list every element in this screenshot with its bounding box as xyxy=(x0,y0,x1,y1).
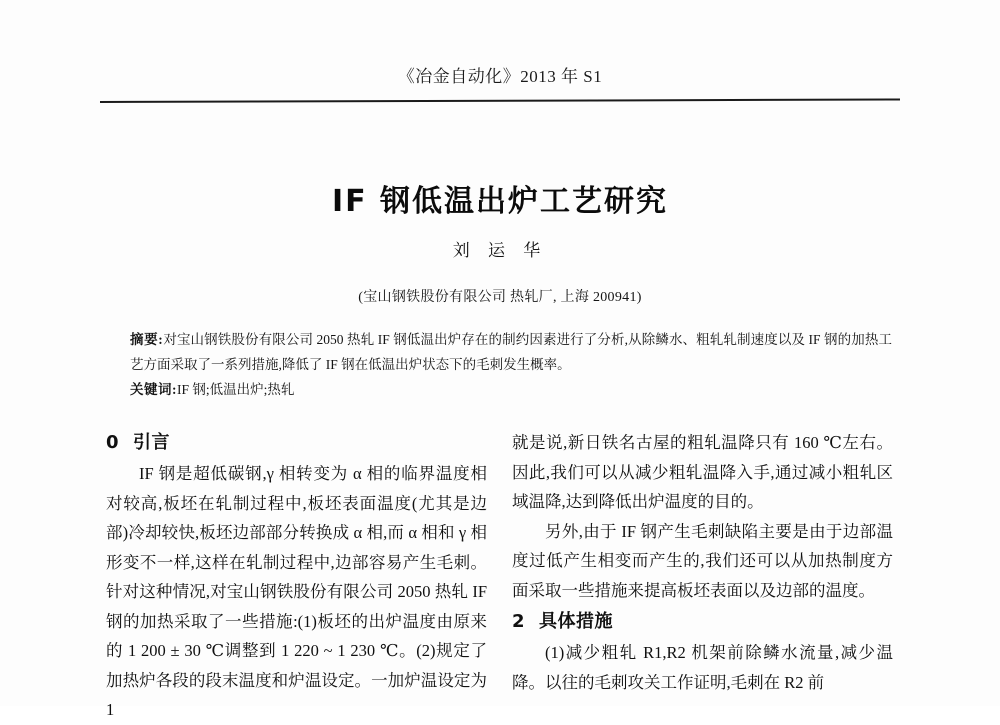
keywords-block xyxy=(130,377,892,402)
body-column-right xyxy=(512,428,893,697)
page-title: IF 钢低温出炉工艺研究 xyxy=(331,184,669,219)
paragraph: IF 钢是超低碳钢,γ 相转变为 α 相的临界温度相对较高,板坯在轧制过程中,板坯表面温度(尤其是边部)冷却较快,板坯边部部分转换成 α 相,而 α 相和 γ 相形变不一样,这样在轧制过程中,边部容易产生毛刺。针对这种情况,对宝山钢铁股份有限公司 2050 热轧 IF 钢的加热采取了一些措施:(1)板坯的出炉温度由原来的 1 200 ± 30 ℃调整到 1 220 ~ 1 230 ℃。(2)规定了加热炉各段的段末温度和炉温设定。一加炉温设定为 1 xyxy=(106,464,487,719)
abstract-label: 摘要: xyxy=(130,332,164,347)
keywords-text: IF 钢;低温出炉;热轧 xyxy=(177,382,295,397)
paragraph: 就是说,新日铁名古屋的粗轧温降只有 160 ℃左右。因此,我们可以从减少粗轧温降入手,通过减小粗轧区域温降,达到降低出炉温度的目的。 xyxy=(512,433,893,511)
abstract-text: 对宝山钢铁股份有限公司 2050 热轧 IF 钢低温出炉存在的制约因素进行了分析,从除鳞水、粗轧轧制速度以及 IF 钢的加热工艺方面采取了一系列措施,降低了 IF 钢在低温出炉状态下的毛刺发生概率。 xyxy=(130,332,892,372)
paragraph: (1)减少粗轧 R1,R2 机架前除鳞水流量,减少温降。以往的毛刺攻关工作证明,毛刺在 R2 前 xyxy=(512,643,893,692)
abstract-block xyxy=(130,327,892,377)
section-number: 0 xyxy=(106,432,120,453)
header-rule xyxy=(100,98,900,103)
body-column-left xyxy=(106,428,487,725)
paragraph: 另外,由于 IF 钢产生毛刺缺陷主要是由于边部温度过低产生相变而产生的,我们还可以从加热制度方面采取一些措施来提高板坯表面以及边部的温度。 xyxy=(512,521,893,600)
keywords-label: 关键词: xyxy=(130,382,177,397)
section-number: 2 xyxy=(512,611,526,632)
section-heading-introduction xyxy=(106,428,487,458)
section-title: 具体措施 xyxy=(539,611,614,632)
section-title: 引言 xyxy=(133,432,171,453)
author-name: 刘 运 华 xyxy=(452,241,548,260)
author-affiliation: (宝山钢铁股份有限公司 热轧厂, 上海 200941) xyxy=(358,290,642,305)
section-heading-measures xyxy=(512,607,893,637)
running-head: 《冶金自动化》2013 年 S1 xyxy=(397,67,603,86)
